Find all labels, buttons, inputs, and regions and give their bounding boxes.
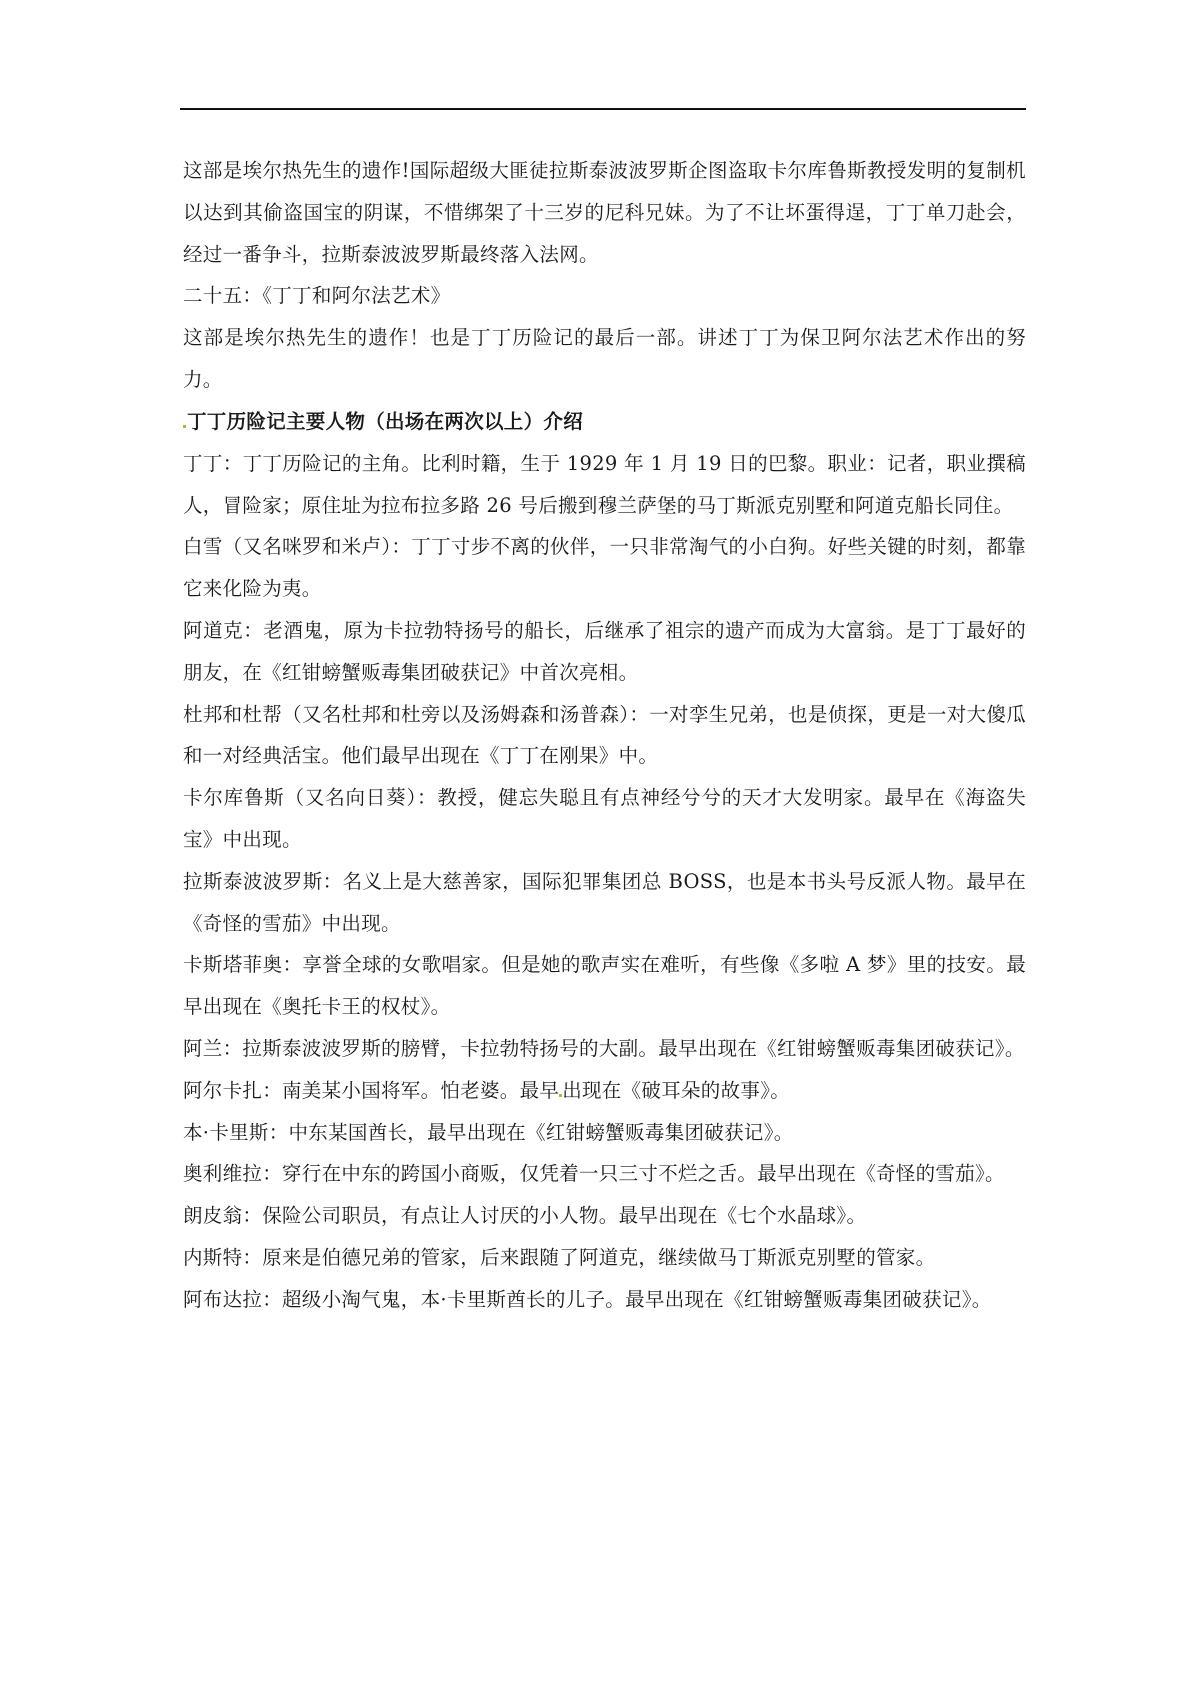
character-entry-castafiore: 卡斯塔菲奥：享誉全球的女歌唱家。但是她的歌声实在难听，有些像《多啦 A 梦》里的技安。最早出现在《奥托卡王的权杖》。 <box>183 953 1026 1019</box>
section-heading-main-characters <box>183 401 1026 443</box>
character-entry-allan: 阿兰：拉斯泰波波罗斯的膀臂，卡拉勃特扬号的大副。最早出现在《红钳螃蟹贩毒集团破获记》。 <box>183 1036 1025 1060</box>
paragraph-tintin-and-the-picaros-summary: 这部是埃尔热先生的遗作!国际超级大匪徒拉斯泰波波罗斯企图盗取卡尔库鲁斯教授发明的复制机以达到其偷盗国宝的阴谋，不惜绑架了十三岁的尼科兄妹。为了不让坏蛋得逞，丁丁单刀赴会，经过一番争斗，拉斯泰波波罗斯最终落入法网。 <box>183 159 1026 266</box>
paragraph-alph-art-summary: 这部是埃尔热先生的遗作！也是丁丁历险记的最后一部。讲述丁丁为保卫阿尔法艺术作出的努力。 <box>183 326 1026 391</box>
character-entry-abdullah: 阿布达拉：超级小淘气鬼，本·卡里斯酋长的儿子。最早出现在《红钳螃蟹贩毒集团破获记》。 <box>183 1287 992 1311</box>
section-heading-text: 丁丁历险记主要人物（出场在两次以上）介绍 <box>187 409 584 433</box>
character-entry-nestor: 内斯特：原来是伯德兄弟的管家，后来跟随了阿道克，继续做马丁斯派克别墅的管家。 <box>183 1245 936 1269</box>
character-entry-oliveira: 奥利维拉：穿行在中东的跨国小商贩，仅凭着一只三寸不烂之舌。最早出现在《奇怪的雪茄》。 <box>183 1162 1005 1186</box>
character-entry-haddock: 阿道克：老酒鬼，原为卡拉勃特扬号的船长，后继承了祖宗的遗产而成为大富翁。是丁丁最好的朋友，在《红钳螃蟹贩毒集团破获记》中首次亮相。 <box>183 618 1026 684</box>
character-entry-ben-kalish: 本·卡里斯：中东某国酋长，最早出现在《红钳螃蟹贩毒集团破获记》。 <box>183 1120 794 1144</box>
character-entry-rastapopoulos: 拉斯泰波波罗斯：名义上是大慈善家，国际犯罪集团总 BOSS，也是本书头号反派人物。最早在《奇怪的雪茄》中出现。 <box>183 869 1026 935</box>
heading-marker-icon <box>183 425 186 428</box>
character-entry-calculus: 卡尔库鲁斯（又名向日葵）：教授，健忘失聪且有点神经兮兮的天才大发明家。最早在《海盗失宝》中出现。 <box>183 786 1026 851</box>
paragraph-alph-art-title: 二十五：《丁丁和阿尔法艺术》 <box>183 284 451 308</box>
character-entry-alcazar <box>183 1070 1026 1112</box>
character-entry-tintin: 丁丁：丁丁历险记的主角。比利时籍，生于 1929 年 1 月 19 日的巴黎。职业：记者，职业撰稿人，冒险家；原住址为拉布拉多路 26 号后搬到穆兰萨堡的马丁斯派克别墅和阿道克船长同住。 <box>183 451 1026 517</box>
character-entry-snowy: 白雪（又名咪罗和米卢）：丁丁寸步不离的伙伴，一只非常淘气的小白狗。好些关键的时刻，都靠它来化险为夷。 <box>183 535 1026 601</box>
character-entry-thomson-thompson: 杜邦和杜帮（又名杜邦和杜旁以及汤姆森和汤普森）：一对孪生兄弟，也是侦探，更是一对大傻瓜和一对经典活宝。他们最早出现在《丁丁在刚果》中。 <box>183 702 1026 768</box>
alcazar-text-end: 出现在《破耳朵的故事》。 <box>562 1078 791 1102</box>
header-rule <box>180 108 1026 110</box>
alcazar-text-start: 阿尔卡扎：南美某小国将军。怕老婆。最早 <box>183 1078 560 1102</box>
character-entry-lampion: 朗皮翁：保险公司职员，有点让人讨厌的小人物。最早出现在《七个水晶球》。 <box>183 1204 867 1228</box>
document-body <box>183 150 1026 1321</box>
